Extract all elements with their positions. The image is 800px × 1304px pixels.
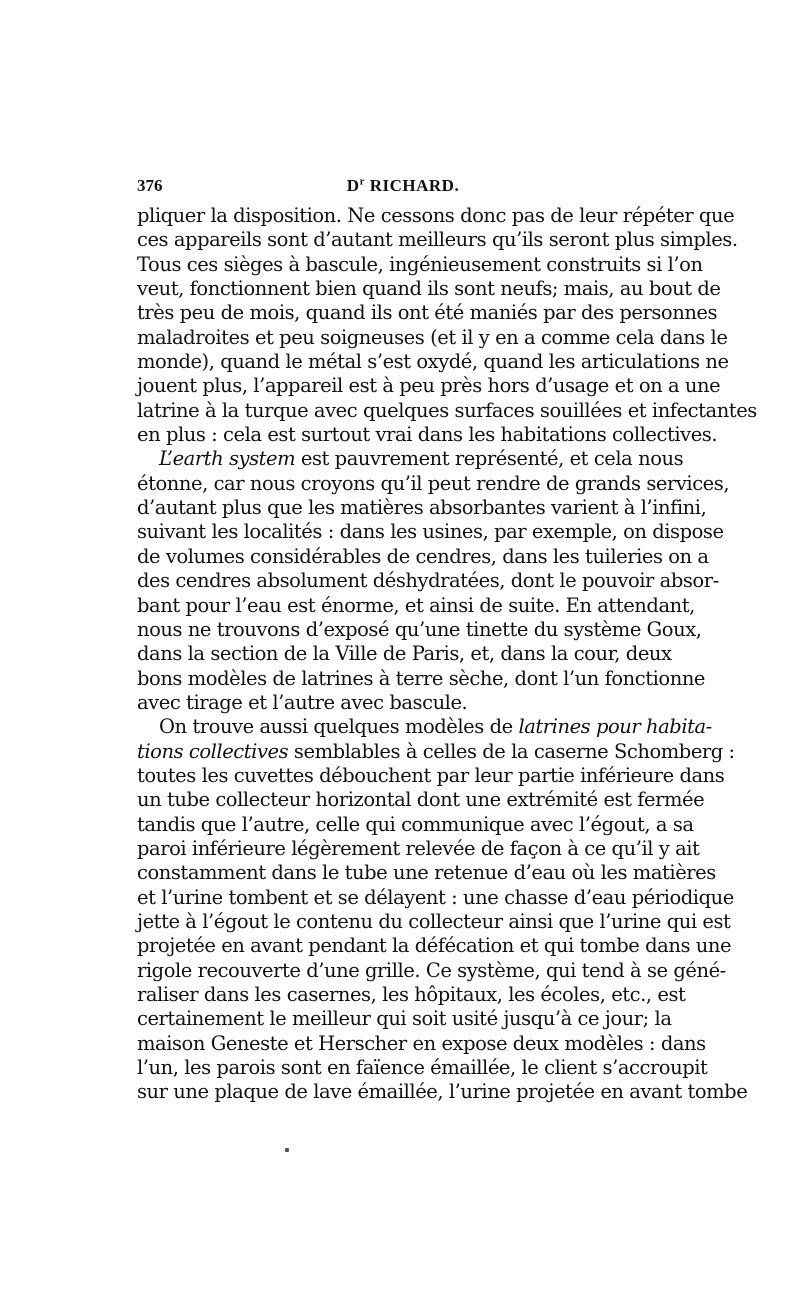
text-segment: suivant les localités : dans les usines, par exemple, on dispose <box>137 520 724 544</box>
text-segment: tandis que l’autre, celle qui communique avec l’égout, a sa <box>137 812 694 836</box>
text-segment: maladroites et peu soigneuses (et il y en a comme cela dans le <box>137 325 728 349</box>
italic-segment: latrines pour habita- <box>518 715 712 739</box>
text-segment: maison Geneste et Herscher en expose deux modèles : dans <box>137 1031 706 1055</box>
text-line <box>137 909 731 934</box>
text-segment: très peu de mois, quand ils ont été maniés par des personnes <box>137 301 718 325</box>
text-segment: bons modèles de latrines à terre sèche, dont l’un fonctionne <box>137 666 706 690</box>
text-line <box>137 301 718 325</box>
text-segment: monde), quand le métal s’est oxydé, quand les articulations ne <box>137 350 729 374</box>
text-segment: Tous ces sièges à bascule, ingénieusement construits si l’on <box>137 252 703 276</box>
text-line <box>137 1080 748 1104</box>
text-line <box>137 350 729 374</box>
text-segment: jouent plus, l’appareil est à peu près hors d’usage et on a une <box>137 374 721 398</box>
text-segment: veut, fonctionnent bien quand ils sont neufs; mais, au bout de <box>137 277 721 301</box>
italic-segment: L’earth system <box>159 447 296 471</box>
text-line <box>137 569 719 593</box>
text-segment: constamment dans le tube une retenue d’eau où les matières <box>137 861 716 885</box>
text-segment: rigole recouverte d’une grille. Ce système, qui tend à se géné- <box>137 958 726 982</box>
text-line <box>137 471 730 496</box>
text-line <box>137 277 721 301</box>
text-segment: certainement le meilleur qui soit usité jusqu’à ce jour; la <box>137 1007 672 1031</box>
text-line <box>137 983 686 1007</box>
italic-segment: tions collectives <box>137 739 289 763</box>
text-segment: latrine à la turque avec quelques surfaces souillées et infectantes <box>137 398 757 422</box>
text-line <box>137 1031 706 1056</box>
text-segment: d’autant plus que les matières absorbantes varient à l’infini, <box>137 496 707 520</box>
text-line <box>137 204 735 228</box>
text-segment: dans la section de la Ville de Paris, et, dans la cour, deux <box>137 642 672 666</box>
text-segment: raliser dans les casernes, les hôpitaux, les écoles, etc., est <box>137 983 686 1006</box>
text-line <box>137 325 728 350</box>
text-segment: nous ne trouvons d’exposé qu’une tinette du système Goux, <box>137 617 702 641</box>
text-segment: ces appareils sont d’autant meilleurs qu’ils seront plus simples. <box>137 228 738 252</box>
text-line <box>137 666 706 691</box>
text-segment: des cendres absolument déshydratées, dont le pouvoir absor- <box>137 569 719 593</box>
text-segment: étonne, car nous croyons qu’il peut rendre de grands services, <box>137 471 730 495</box>
ink-speck <box>285 1148 289 1152</box>
text-line <box>137 642 672 666</box>
text-segment: bant pour l’eau est énorme, et ainsi de suite. En attendant, <box>137 593 695 617</box>
text-segment: paroi inférieure légèrement relevée de façon à ce qu’il y ait <box>137 836 700 860</box>
text-line <box>137 1007 672 1031</box>
text-line <box>137 739 735 764</box>
text-segment: sur une plaque de lave émaillée, l’urine projetée en avant tombe <box>137 1080 748 1104</box>
text-segment: projetée en avant pendant la défécation et qui tombe dans une <box>137 934 732 958</box>
text-line <box>137 715 712 739</box>
running-head <box>137 176 669 198</box>
text-segment: avec tirage et l’autre avec bascule. <box>137 690 468 714</box>
text-line <box>137 812 694 837</box>
text-line <box>137 1056 708 1080</box>
text-line <box>137 934 732 958</box>
text-segment: l’un, les parois sont en faïence émaillée, le client s’accroupit <box>137 1056 708 1080</box>
text-segment: en plus : cela est surtout vrai dans les habitations collectives. <box>137 423 718 447</box>
text-segment: pliquer la disposition. Ne cessons donc pas de leur répéter que <box>137 204 735 227</box>
text-line <box>137 763 725 788</box>
text-line <box>137 885 734 910</box>
text-line <box>137 398 757 423</box>
page-number: 376 <box>137 176 163 195</box>
text-line <box>137 520 724 544</box>
text-segment: un tube collecteur horizontal dont une extrémité est fermée <box>137 788 705 812</box>
text-line <box>137 228 738 252</box>
text-line <box>137 374 721 398</box>
text-line <box>137 544 709 569</box>
body-text <box>137 204 757 1105</box>
text-line <box>137 496 707 520</box>
text-line <box>137 423 718 447</box>
text-segment: est pauvrement représenté, et cela nous <box>295 447 684 471</box>
text-line <box>137 252 703 277</box>
text-line <box>137 617 702 642</box>
text-line <box>137 836 700 861</box>
text-line <box>137 447 684 471</box>
text-segment: de volumes considérables de cendres, dans les tuileries on a <box>137 544 709 568</box>
author-title-superscript: r <box>359 175 365 188</box>
text-segment: jette à l’égout le contenu du collecteur ainsi que l’urine qui est <box>137 909 731 933</box>
text-line <box>137 691 669 715</box>
running-title <box>137 176 669 196</box>
text-line <box>137 593 695 618</box>
text-segment: et l’urine tombent et se délayent : une chasse d’eau périodique <box>137 885 734 909</box>
author-name: RICHARD. <box>364 176 460 195</box>
text-segment: On trouve aussi quelques modèles de <box>159 715 519 739</box>
author-title-prefix: D <box>346 176 360 195</box>
text-line <box>137 958 726 983</box>
text-line <box>137 788 705 812</box>
text-line <box>137 861 716 885</box>
text-segment: toutes les cuvettes débouchent par leur partie inférieure dans <box>137 763 725 787</box>
text-segment: semblables à celles de la caserne Schomberg : <box>288 739 735 763</box>
